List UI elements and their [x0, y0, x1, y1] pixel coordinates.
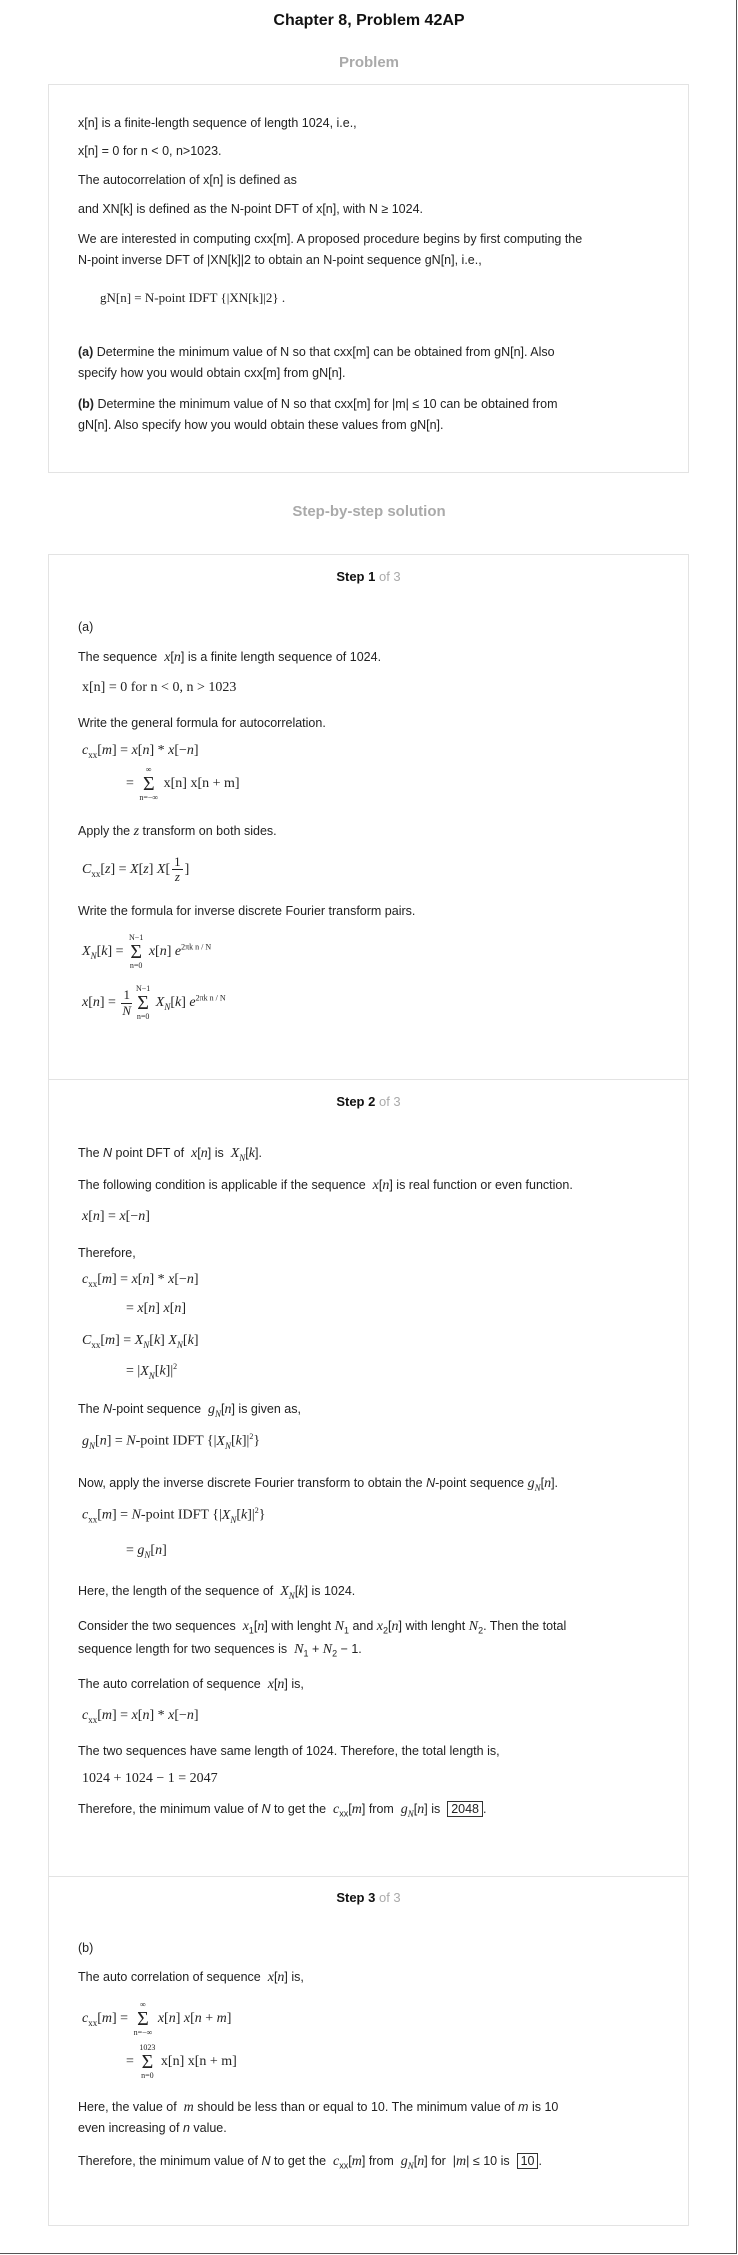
step-1-eq-2a: $c_{xx}[m] = x[n] * x[-n]$: [82, 743, 199, 760]
chapter-title: Chapter 8, Problem 42AP: [273, 12, 465, 29]
step-2-eq-2d: = $|X_N[k]|^2$: [126, 1362, 178, 1381]
step-2-eq-4a: $c_{xx}[m]$ = N-point IDFT $\{|X_N[k]|^2\}$: [82, 1506, 266, 1525]
step-2-text-8: The auto correlation of sequence x[n] is,: [78, 1677, 304, 1692]
problem-line-4: and XN[k] is defined as the N-point DFT of x[n], with N ≥ 1024.: [78, 202, 423, 216]
problem-part-b-cont: gN[n]. Also specify how you would obtain these values from gN[n].: [78, 418, 444, 432]
step-1-eq-4a: $X_N[k]$ = N−1 Σ n=0 x[n] $e^{2\pi k n / N}$: [82, 933, 212, 970]
step-3-text-1: The auto correlation of sequence x[n] is,: [78, 1970, 304, 1985]
step-3-text-2-cont: even increasing of n value.: [78, 2121, 227, 2135]
step-2-text-7: Consider the two sequences $x_1[n]$ with lenght $N_1$ and $x_2[n]$ with lenght $N_2$. Then the total: [78, 1619, 567, 1636]
step-2-eq-6: 1024 + 1024 − 1 = 2047: [82, 1771, 218, 1786]
step-1-eq-1: x[n] = 0 for n < 0, n > 1023: [82, 680, 237, 695]
step-3-text-3: Therefore, the minimum value of N to get the $c_{xx}[m]$ from $g_N[n]$ for |m| ≤ 10 is 10 .: [78, 2154, 542, 2171]
step-divider: [48, 1079, 689, 1080]
problem-heading: Problem: [338, 54, 399, 71]
problem-line-2: x[n] = 0 for n < 0, n>1023.: [78, 144, 222, 158]
step-2-eq-2a: $c_{xx}[m] = x[n] * x[-n]$: [82, 1272, 199, 1289]
step-2-eq-2b: = x[n] x[n]: [126, 1301, 187, 1316]
step-1-part-label: (a): [78, 620, 94, 634]
step-2-text-2: The following condition is applicable if the sequence x[n] is real function or even function.: [78, 1178, 573, 1193]
step-2-eq-1: x[n] = x[−n]: [82, 1209, 150, 1224]
step-2-text-7-cont: sequence length for two sequences is $N_1 + N_2 - 1$.: [78, 1642, 362, 1659]
problem-line-1: x[n] is a finite-length sequence of length 1024, i.e.,: [78, 116, 357, 130]
step-2-text-4: The N-point sequence $g_N[n]$ is given as,: [78, 1402, 301, 1419]
solution-heading: Step-by-step solution: [292, 503, 446, 520]
step-1-text-1: The sequence x[n] is a finite length sequence of 1024.: [78, 650, 382, 665]
step-2-eq-4b: = $g_N[n]$: [126, 1543, 167, 1560]
problem-part-a: (a) Determine the minimum value of N so that cxx[m] can be obtained from gN[n]. Also: [78, 345, 555, 359]
step-3-text-2: Here, the value of m should be less than or equal to 10. The minimum value of m is 10: [78, 2100, 559, 2115]
step-3-title: Step 3 of 3: [336, 1890, 401, 1905]
step-2-eq-3: $g_N[n]$ = N-point IDFT $\{|X_N[k]|^2\}$: [82, 1432, 261, 1451]
step-1-text-2: Write the general formula for autocorrelation.: [78, 716, 326, 730]
step-2-eq-5: $c_{xx}[m] = x[n] * x[-n]$: [82, 1708, 199, 1725]
step-1-text-3: Apply the z transform on both sides.: [78, 824, 277, 839]
step-1-eq-4b: x[n] = $\frac{1}{N}$ N−1 Σ n=0 $X_N[k]$ $e^{2\pi k n / N}$: [82, 984, 226, 1021]
step-2-text-10: Therefore, the minimum value of N to get the $c_{xx}[m]$ from $g_N[n]$ is 2048 .: [78, 1802, 487, 1819]
problem-line-5b: N-point inverse DFT of |XN[k]|2 to obtain an N-point sequence gN[n], i.e.,: [78, 253, 482, 267]
step-2-text-9: The two sequences have same length of 1024. Therefore, the total length is,: [78, 1744, 500, 1758]
step-divider: [48, 1876, 689, 1877]
step-3-answer: 10: [517, 2153, 539, 2169]
step-1-title: Step 1 of 3: [336, 569, 401, 584]
step-2-answer: 2048: [447, 1801, 483, 1817]
step-2-text-3: Therefore,: [78, 1246, 136, 1260]
step-2-title: Step 2 of 3: [336, 1094, 401, 1109]
step-3-eq-1a: $c_{xx}[m]$ = ∞ Σ n=−∞ x[n] x[n + m]: [82, 2000, 232, 2037]
step-3-eq-1b: = 1023 Σ n=0 x[n] x[n + m]: [126, 2043, 237, 2080]
step-2-eq-2c: $C_{xx}[m] = X_N[k]$ $X_N[k]$: [82, 1333, 199, 1350]
step-2-text-5: Now, apply the inverse discrete Fourier transform to obtain the N-point sequence $g_N[n]$.: [78, 1476, 559, 1493]
step-1-text-4: Write the formula for inverse discrete Fourier transform pairs.: [78, 904, 416, 918]
step-3-part-label: (b): [78, 1941, 94, 1955]
problem-part-a-cont: specify how you would obtain cxx[m] from gN[n].: [78, 366, 346, 380]
step-1-eq-2b: = ∞ Σ n=−∞ x[n] x[n + m]: [126, 765, 240, 802]
problem-equation: gN[n] = N-point IDFT {|XN[k]|2} .: [100, 290, 286, 305]
problem-part-b: (b) Determine the minimum value of N so that cxx[m] for |m| ≤ 10 can be obtained from: [78, 397, 558, 411]
step-2-text-6: Here, the length of the sequence of $X_N[k]$ is 1024.: [78, 1584, 356, 1601]
step-2-text-1: The N point DFT of x[n] is $X_N[k]$.: [78, 1146, 262, 1163]
step-1-eq-3: $C_{xx}[z] = X[z]$ X[ $\frac{1}{z}$ ]: [82, 854, 190, 885]
problem-line-3: The autocorrelation of x[n] is defined as: [78, 173, 297, 187]
problem-line-5a: We are interested in computing cxx[m]. A proposed procedure begins by first computing the: [78, 232, 583, 246]
